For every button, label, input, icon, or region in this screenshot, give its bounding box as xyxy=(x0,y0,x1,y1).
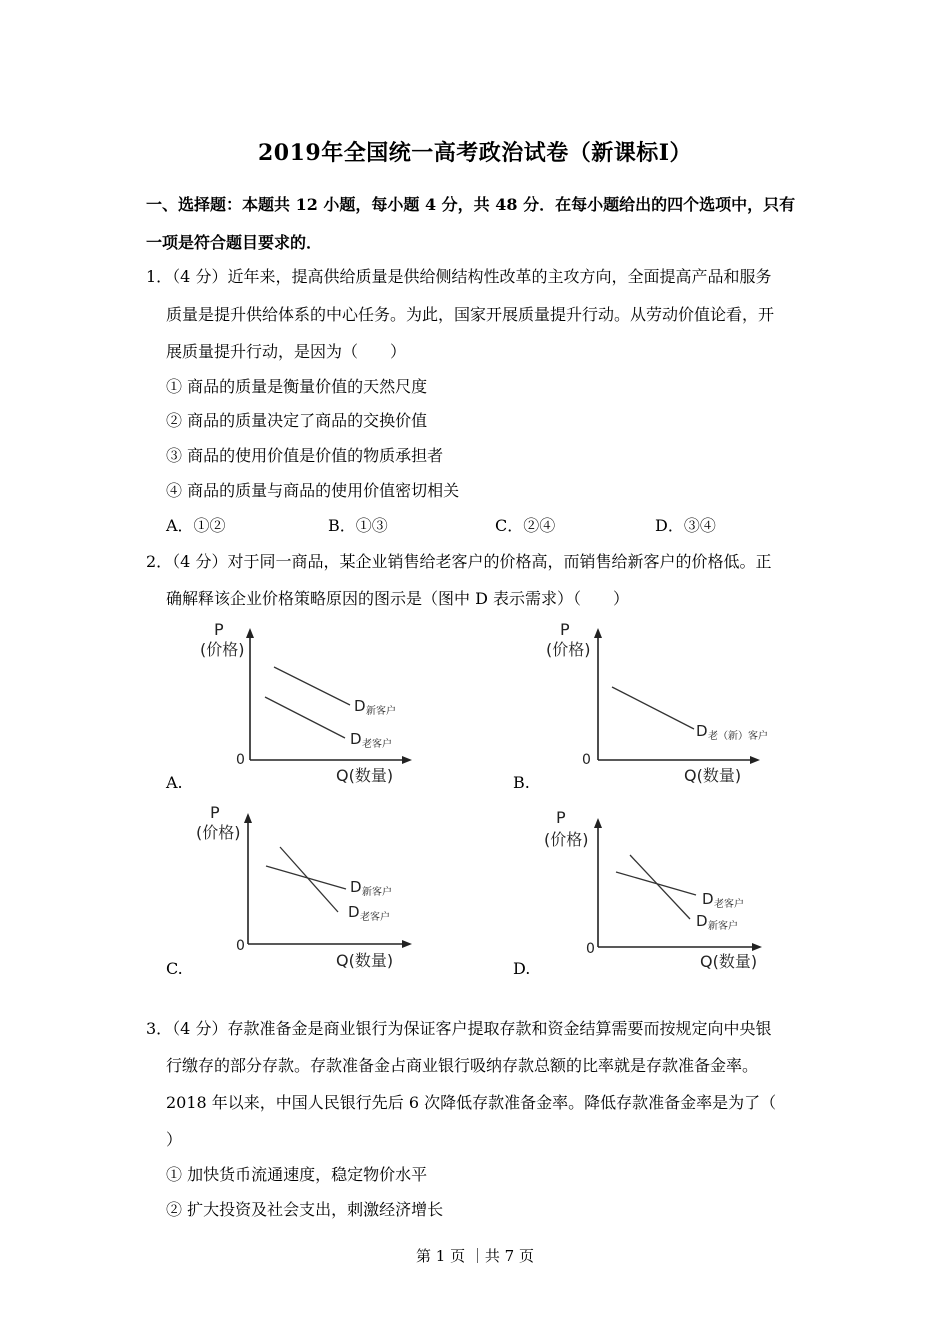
section-heading-line2: 一项是符合题目要求的． xyxy=(146,233,323,252)
curve-label-1: D xyxy=(696,722,708,740)
origin-label: 0 xyxy=(582,752,591,768)
chart-c xyxy=(190,798,430,976)
q1-item-1: ① 商品的质量是衡量价值的天然尺度 xyxy=(166,377,428,396)
y-axis-arrow xyxy=(594,818,602,828)
origin-label: 0 xyxy=(586,941,595,957)
y-axis-arrow xyxy=(244,813,252,823)
axis-q-label: Q(数量) xyxy=(684,766,742,785)
section-heading-line1: 一、选择题：本题共 12 小题，每小题 4 分，共 48 分．在每小题给出的四个选项中，只有 xyxy=(146,195,796,214)
q1-line2: 质量是提升供给体系的中心任务。为此，国家开展质量提升行动。从劳动价值论看，开 xyxy=(166,305,775,324)
axis-price-label: (价格) xyxy=(546,640,591,659)
q3-item-1: ① 加快货币流通速度，稳定物价水平 xyxy=(166,1165,428,1184)
axis-p-label: P xyxy=(556,808,566,827)
q1-item-4: ④ 商品的质量与商品的使用价值密切相关 xyxy=(166,481,460,500)
demand-curve-old xyxy=(265,697,345,738)
curve-sub-1: 老客户 xyxy=(714,899,744,910)
curve-sub-1: 新客户 xyxy=(362,887,392,898)
q1-option-a: A．①② xyxy=(166,516,226,535)
q3-line4: ） xyxy=(166,1130,183,1149)
page-title: 2019年全国统一高考政治试卷（新课标Ⅰ） xyxy=(257,140,693,166)
q1-line3: 展质量提升行动，是因为（ ） xyxy=(166,342,407,361)
y-axis-arrow xyxy=(246,628,254,638)
q3-item-2: ② 扩大投资及社会支出，刺激经济增长 xyxy=(166,1200,444,1219)
chart-b xyxy=(538,615,788,790)
origin-label: 0 xyxy=(236,938,245,954)
curve-sub-1: 老（新）客户 xyxy=(708,731,768,742)
x-axis-arrow xyxy=(750,756,760,764)
demand-curve-old xyxy=(280,847,338,912)
curve-label-1: D xyxy=(350,878,362,896)
chart-a-label: A. xyxy=(166,773,183,792)
q2-line2: 确解释该企业价格策略原因的图示是（图中 D 表示需求）（ ） xyxy=(166,589,630,608)
axis-q-label: Q(数量) xyxy=(336,951,394,970)
demand-curve-old-new xyxy=(612,687,694,729)
q2-line1: 2．（4 分）对于同一商品，某企业销售给老客户的价格高，而销售给新客户的价格低。正 xyxy=(146,552,772,571)
q1-item-3: ③ 商品的使用价值是价值的物质承担者 xyxy=(166,446,444,465)
curve-sub-1: 新客户 xyxy=(366,706,396,717)
axis-q-label: Q(数量) xyxy=(700,952,758,971)
curve-label-1: D xyxy=(702,890,714,908)
curve-label-2: D xyxy=(348,903,360,921)
curve-sub-2: 新客户 xyxy=(708,921,738,932)
demand-curve-new xyxy=(266,866,346,889)
chart-c-label: C. xyxy=(166,959,183,978)
axis-p-label: P xyxy=(210,803,220,822)
curve-label-2: D xyxy=(350,730,362,748)
axis-p-label: P xyxy=(214,620,224,639)
axis-price-label: (价格) xyxy=(200,640,245,659)
chart-a xyxy=(190,615,430,790)
x-axis-arrow xyxy=(402,756,412,764)
q1-option-d: D．③④ xyxy=(655,516,716,535)
q1-option-b: B．①③ xyxy=(328,516,388,535)
y-axis-arrow xyxy=(594,628,602,638)
q1-item-2: ② 商品的质量决定了商品的交换价值 xyxy=(166,411,428,430)
demand-curve-new xyxy=(274,667,350,705)
demand-curve-new xyxy=(630,855,690,919)
q3-line1: 3．（4 分）存款准备金是商业银行为保证客户提取存款和资金结算需要而按规定向中央银 xyxy=(146,1019,772,1038)
axis-p-label: P xyxy=(560,620,570,639)
page-footer: 第 1 页 ｜共 7 页 xyxy=(416,1247,534,1265)
chart-b-label: B. xyxy=(513,773,530,792)
curve-label-1: D xyxy=(354,697,366,715)
q3-line3: 2018 年以来，中国人民银行先后 6 次降低存款准备金率。降低存款准备金率是为了（ xyxy=(166,1093,777,1112)
q1-line1: 1．（4 分）近年来，提高供给质量是供给侧结构性改革的主攻方向，全面提高产品和服务 xyxy=(146,267,772,286)
curve-sub-2: 老客户 xyxy=(360,912,390,923)
x-axis-arrow xyxy=(402,940,412,948)
axis-price-label: (价格) xyxy=(196,823,241,842)
curve-sub-2: 老客户 xyxy=(362,739,392,750)
curve-label-2: D xyxy=(696,912,708,930)
q1-option-c: C．②④ xyxy=(495,516,556,535)
chart-d-label: D. xyxy=(513,959,531,978)
x-axis-arrow xyxy=(752,943,762,951)
chart-d xyxy=(540,805,785,980)
axis-q-label: Q(数量) xyxy=(336,766,394,785)
origin-label: 0 xyxy=(236,752,245,768)
q3-line2: 行缴存的部分存款。存款准备金占商业银行吸纳存款总额的比率就是存款准备金率。 xyxy=(166,1056,759,1075)
axis-price-label: (价格) xyxy=(544,830,589,849)
